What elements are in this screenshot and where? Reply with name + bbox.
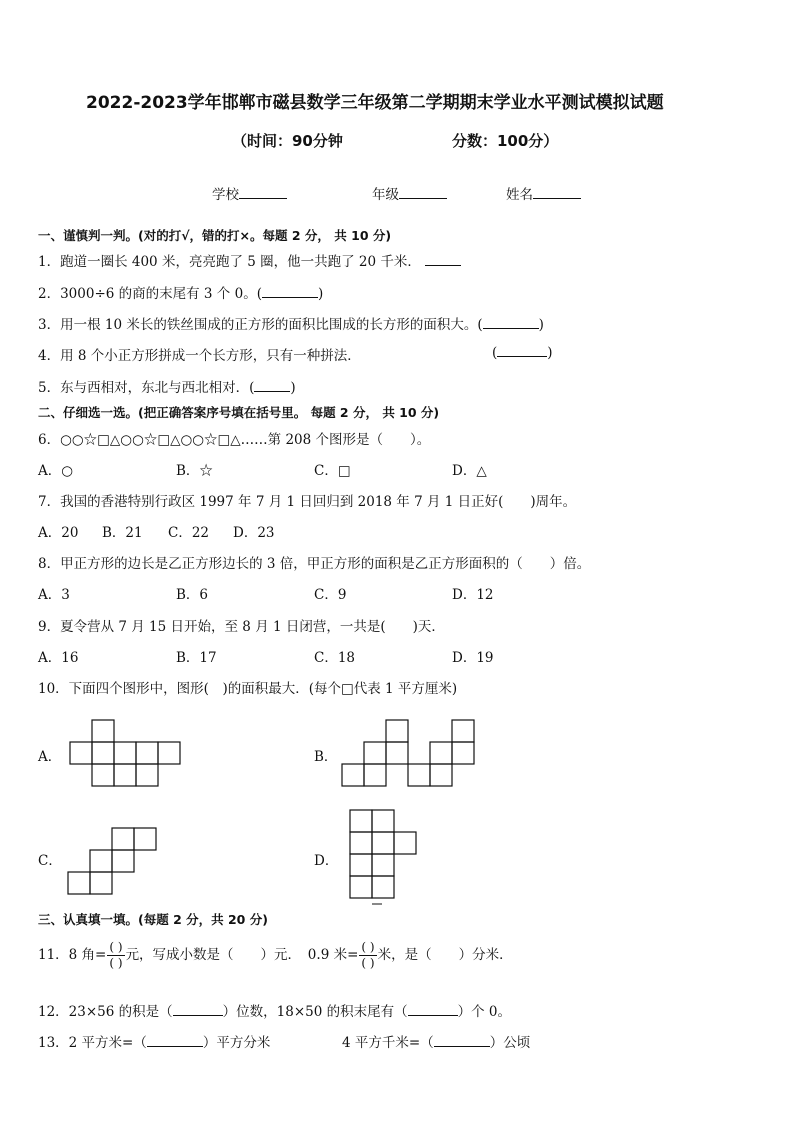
answer-blank-12b[interactable]	[408, 1003, 458, 1016]
answer-blank-13b[interactable]	[434, 1034, 490, 1047]
q7-option-d[interactable]: D．23	[233, 525, 275, 541]
q10-label-d: D．	[314, 853, 339, 869]
question-3: 3．用一根 10 米长的铁丝围成的正方形的面积比围成的长方形的面积大。( )	[38, 317, 544, 333]
q8-option-d[interactable]: D．12	[452, 587, 494, 603]
answer-blank-12a[interactable]	[173, 1003, 223, 1016]
fraction-meter[interactable]: $\frac{( )}{( )}$	[361, 940, 375, 970]
q9-option-c[interactable]: C．18	[314, 650, 356, 666]
q10-figure-c[interactable]	[66, 826, 162, 898]
answer-blank-4[interactable]: ( )	[492, 345, 553, 361]
answer-blank-3[interactable]	[483, 316, 539, 329]
q7-option-a[interactable]: A．20	[38, 525, 79, 541]
q9-option-a[interactable]: A．16	[38, 650, 79, 666]
question-9: 9．夏令营从 7 月 15 日开始，至 8 月 1 日闭营，一共是( )天．	[38, 619, 445, 635]
question-6: 6．○○☆□△○○☆□△○○☆□△……第 208 个图形是（ ）。	[38, 432, 431, 448]
q10-figure-d[interactable]	[348, 808, 422, 910]
q10-label-c: C．	[38, 853, 62, 869]
fraction-yuan[interactable]: $\frac{( )}{( )}$	[109, 940, 123, 970]
question-1: 1．跑道一圈长 400 米，亮亮跑了 5 圈，他一共跑了 20 千米．	[38, 250, 461, 270]
q9-option-b[interactable]: B．17	[176, 650, 217, 666]
school-field[interactable]: 学校	[212, 183, 287, 203]
name-field[interactable]: 姓名	[506, 183, 581, 203]
q10-label-a: A．	[38, 749, 62, 765]
q6-option-a[interactable]: A．○	[38, 463, 74, 479]
question-8: 8．甲正方形的边长是乙正方形边长的 3 倍，甲正方形的面积是乙正方形面积的（ ）倍。	[38, 556, 591, 572]
q9-option-d[interactable]: D．19	[452, 650, 494, 666]
question-11: 11．8 角= $\frac{( )}{( )}$ 元，写成小数是（ ）元． 0.9 米= $\frac{( )}{( )}$ 米，是（ ）分米．	[38, 940, 513, 970]
grade-field[interactable]: 年级	[372, 183, 447, 203]
q10-figure-b[interactable]	[340, 718, 480, 790]
page-title: 2022-2023学年邯郸市磁县数学三年级第二学期期末学业水平测试模拟试题	[86, 93, 664, 113]
answer-blank-2[interactable]	[262, 285, 318, 298]
answer-blank-1[interactable]	[425, 253, 461, 266]
q10-label-b: B．	[314, 749, 338, 765]
question-10: 10．下面四个图形中，图形( )的面积最大．(每个□代表 1 平方厘米)	[38, 681, 458, 697]
q6-option-d[interactable]: D．△	[452, 463, 487, 479]
question-7: 7．我国的香港特别行政区 1997 年 7 月 1 日回归到 2018 年 7 月 1 日正好( )周年。	[38, 494, 577, 510]
exam-score: 分数：100分）	[452, 132, 559, 150]
q7-option-b[interactable]: B．21	[102, 525, 143, 541]
question-12: 12．23×56 的积是（ ）位数，18×50 的积末尾有（ ）个 0。	[38, 1004, 511, 1020]
question-5: 5．东与西相对，东北与西北相对．( )	[38, 380, 296, 396]
question-13b: 4 平方千米=（ ）公顷	[342, 1035, 531, 1051]
q8-option-c[interactable]: C．9	[314, 587, 347, 603]
section2-heading: 二、仔细选一选。(把正确答案序号填在括号里。 每题 2 分， 共 10 分)	[38, 405, 440, 420]
q10-figure-a[interactable]	[68, 718, 188, 790]
q7-option-c[interactable]: C．22	[168, 525, 210, 541]
q8-option-a[interactable]: A．3	[38, 587, 70, 603]
question-4: 4．用 8 个小正方形拼成一个长方形，只有一种拼法．	[38, 348, 361, 364]
section3-heading: 三、认真填一填。(每题 2 分，共 20 分)	[38, 912, 268, 927]
answer-blank-13a[interactable]	[147, 1034, 203, 1047]
question-13a: 13．2 平方米=（ ）平方分米	[38, 1035, 271, 1051]
q6-option-b[interactable]: B．☆	[176, 463, 213, 479]
section1-heading: 一、谨慎判一判。(对的打√，错的打×。每题 2 分， 共 10 分)	[38, 228, 392, 243]
q8-option-b[interactable]: B．6	[176, 587, 209, 603]
exam-time: （时间：90分钟	[232, 132, 343, 150]
q6-option-c[interactable]: C．□	[314, 463, 351, 479]
answer-blank-5[interactable]	[254, 379, 290, 392]
question-2: 2．3000÷6 的商的末尾有 3 个 0。( )	[38, 286, 324, 302]
